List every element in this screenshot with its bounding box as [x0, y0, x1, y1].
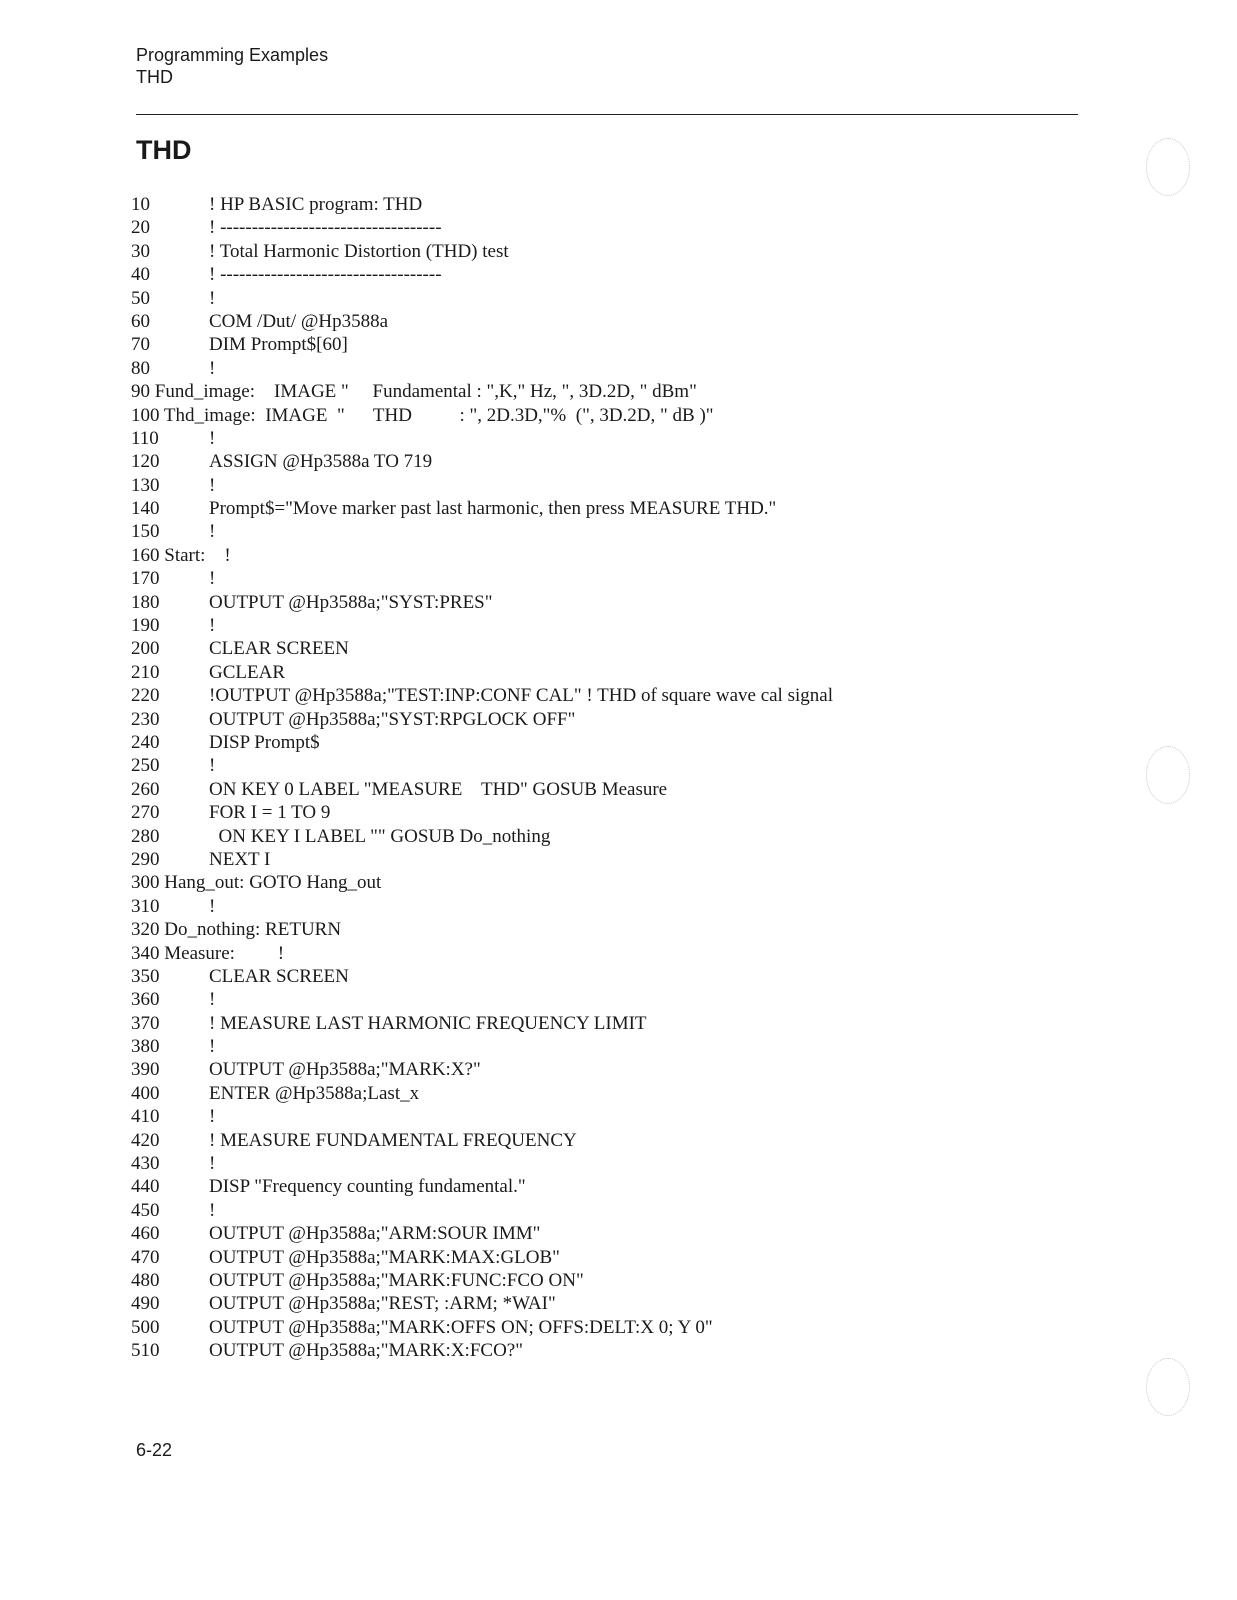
code-line	[131, 1129, 1091, 1152]
line-number: 290	[131, 848, 160, 870]
code-text: !	[209, 615, 216, 637]
code-text: 100 Thd_image: IMAGE " THD : ", 2D.3D,"% (", 3D.2D, " dB )"	[131, 404, 714, 426]
code-line	[131, 591, 1091, 614]
code-text: OUTPUT @Hp3588a;"MARK:OFFS ON; OFFS:DELT:X 0; Y 0"	[209, 1316, 713, 1338]
code-line	[131, 310, 1091, 333]
code-text: ! MEASURE FUNDAMENTAL FREQUENCY	[209, 1129, 577, 1151]
code-line	[131, 333, 1091, 356]
code-line	[131, 427, 1091, 450]
line-number: 220	[131, 685, 160, 707]
code-line	[131, 287, 1091, 310]
line-number: 260	[131, 778, 160, 800]
code-text: !	[209, 989, 216, 1011]
code-line	[131, 1199, 1091, 1222]
code-line	[131, 1012, 1091, 1035]
section-title: THD	[136, 135, 192, 165]
code-text: DISP "Frequency counting fundamental."	[209, 1176, 526, 1198]
code-text: OUTPUT @Hp3588a;"SYST:PRES"	[209, 591, 493, 613]
line-number: 20	[131, 217, 150, 239]
line-number: 230	[131, 708, 160, 730]
code-line	[131, 1339, 1091, 1362]
line-number: 510	[131, 1340, 160, 1362]
code-line	[131, 708, 1091, 731]
code-text: OUTPUT @Hp3588a;"ARM:SOUR IMM"	[209, 1223, 541, 1245]
line-number: 190	[131, 615, 160, 637]
code-text: DIM Prompt$[60]	[209, 334, 348, 356]
code-line	[131, 1222, 1091, 1245]
line-number: 150	[131, 521, 160, 543]
code-text: Prompt$="Move marker past last harmonic, then press MEASURE THD."	[209, 498, 777, 520]
code-line	[131, 520, 1091, 543]
line-number: 480	[131, 1269, 160, 1291]
code-line	[131, 848, 1091, 871]
header-rule	[136, 114, 1078, 115]
header-section: THD	[136, 67, 173, 87]
code-text: COM /Dut/ @Hp3588a	[209, 310, 388, 332]
code-text: OUTPUT @Hp3588a;"MARK:X:FCO?"	[209, 1340, 523, 1362]
code-line	[131, 193, 1091, 216]
code-line	[131, 216, 1091, 239]
code-line	[131, 801, 1091, 824]
code-text: CLEAR SCREEN	[209, 965, 349, 987]
code-text: !	[209, 1036, 216, 1058]
running-header	[136, 44, 328, 88]
code-line	[131, 1246, 1091, 1269]
code-text: OUTPUT @Hp3588a;"REST; :ARM; *WAI"	[209, 1293, 556, 1315]
code-text: !	[209, 895, 216, 917]
line-number: 460	[131, 1223, 160, 1245]
binder-hole-middle	[1146, 746, 1190, 804]
code-line	[131, 1269, 1091, 1292]
line-number: 420	[131, 1129, 160, 1151]
line-number: 40	[131, 264, 150, 286]
line-number: 400	[131, 1082, 160, 1104]
code-text: FOR I = 1 TO 9	[209, 802, 331, 824]
code-text: 340 Measure: !	[131, 942, 285, 964]
code-line	[131, 637, 1091, 660]
code-line	[131, 1292, 1091, 1315]
code-line	[131, 965, 1091, 988]
line-number: 410	[131, 1106, 160, 1128]
code-line	[131, 1152, 1091, 1175]
code-text: NEXT I	[209, 848, 271, 870]
code-line	[131, 380, 1091, 403]
code-line	[131, 988, 1091, 1011]
code-text: !	[209, 474, 216, 496]
code-line	[131, 661, 1091, 684]
code-text: 160 Start: !	[131, 544, 231, 566]
code-line	[131, 1058, 1091, 1081]
code-listing	[131, 193, 1091, 1363]
code-line	[131, 357, 1091, 380]
code-line	[131, 778, 1091, 801]
code-text: DISP Prompt$	[209, 731, 320, 753]
line-number: 110	[131, 427, 159, 449]
code-text: ! Total Harmonic Distortion (THD) test	[209, 240, 509, 262]
code-text: 320 Do_nothing: RETURN	[131, 919, 342, 941]
code-text: OUTPUT @Hp3588a;"MARK:MAX:GLOB"	[209, 1246, 560, 1268]
line-number: 130	[131, 474, 160, 496]
code-text: !OUTPUT @Hp3588a;"TEST:INP:CONF CAL" ! THD of square wave cal signal	[209, 685, 833, 707]
line-number: 270	[131, 802, 160, 824]
code-line	[131, 918, 1091, 941]
code-text: OUTPUT @Hp3588a;"SYST:RPGLOCK OFF"	[209, 708, 576, 730]
line-number: 430	[131, 1153, 160, 1175]
code-text: ON KEY I LABEL "" GOSUB Do_nothing	[209, 825, 551, 847]
line-number: 490	[131, 1293, 160, 1315]
code-line	[131, 614, 1091, 637]
code-text: OUTPUT @Hp3588a;"MARK:X?"	[209, 1059, 481, 1081]
code-text: !	[209, 427, 216, 449]
code-text: !	[209, 1106, 216, 1128]
code-text: ! -----------------------------------	[209, 217, 442, 239]
code-line	[131, 1035, 1091, 1058]
code-line	[131, 1316, 1091, 1339]
code-line	[131, 450, 1091, 473]
code-text: !	[209, 755, 216, 777]
code-line	[131, 754, 1091, 777]
code-text: ASSIGN @Hp3588a TO 719	[209, 451, 433, 473]
line-number: 350	[131, 965, 160, 987]
code-text: !	[209, 287, 216, 309]
line-number: 170	[131, 568, 160, 590]
code-line	[131, 1082, 1091, 1105]
line-number: 120	[131, 451, 160, 473]
line-number: 310	[131, 895, 160, 917]
code-line	[131, 825, 1091, 848]
line-number: 70	[131, 334, 150, 356]
line-number: 60	[131, 310, 150, 332]
line-number: 210	[131, 661, 160, 683]
line-number: 50	[131, 287, 150, 309]
line-number: 10	[131, 194, 150, 215]
code-text: !	[209, 521, 216, 543]
binder-hole-top	[1146, 138, 1190, 196]
binder-hole-bottom	[1146, 1358, 1190, 1416]
code-text: ! MEASURE LAST HARMONIC FREQUENCY LIMIT	[209, 1012, 647, 1034]
line-number: 240	[131, 731, 160, 753]
code-line	[131, 895, 1091, 918]
line-number: 380	[131, 1036, 160, 1058]
line-number: 370	[131, 1012, 160, 1034]
code-text: ! -----------------------------------	[209, 264, 442, 286]
code-text: ENTER @Hp3588a;Last_x	[209, 1082, 420, 1104]
page-number: 6-22	[136, 1440, 173, 1460]
code-text: ! HP BASIC program: THD	[209, 194, 423, 215]
line-number: 30	[131, 240, 150, 262]
code-line	[131, 684, 1091, 707]
code-line	[131, 731, 1091, 754]
code-line	[131, 871, 1091, 894]
code-line	[131, 1175, 1091, 1198]
code-line	[131, 474, 1091, 497]
code-line	[131, 263, 1091, 286]
code-line	[131, 567, 1091, 590]
code-text: !	[209, 357, 216, 379]
line-number: 360	[131, 989, 160, 1011]
line-number: 180	[131, 591, 160, 613]
code-line	[131, 240, 1091, 263]
line-number: 250	[131, 755, 160, 777]
code-text: !	[209, 1153, 216, 1175]
code-line	[131, 497, 1091, 520]
code-text: !	[209, 568, 216, 590]
code-text: !	[209, 1199, 216, 1221]
line-number: 390	[131, 1059, 160, 1081]
line-number: 440	[131, 1176, 160, 1198]
header-chapter: Programming Examples	[136, 45, 329, 65]
code-text: 90 Fund_image: IMAGE " Fundamental : ",K," Hz, ", 3D.2D, " dBm"	[131, 381, 697, 403]
line-number: 200	[131, 638, 160, 660]
code-line	[131, 1105, 1091, 1128]
line-number: 500	[131, 1316, 160, 1338]
code-text: 300 Hang_out: GOTO Hang_out	[131, 872, 382, 894]
code-text: CLEAR SCREEN	[209, 638, 349, 660]
code-line	[131, 404, 1091, 427]
code-text: ON KEY 0 LABEL "MEASURE THD" GOSUB Measure	[209, 778, 668, 800]
code-line	[131, 544, 1091, 567]
line-number: 450	[131, 1199, 160, 1221]
code-text: OUTPUT @Hp3588a;"MARK:FUNC:FCO ON"	[209, 1269, 584, 1291]
code-line	[131, 942, 1091, 965]
line-number: 470	[131, 1246, 160, 1268]
line-number: 80	[131, 357, 150, 379]
line-number: 280	[131, 825, 160, 847]
line-number: 140	[131, 498, 160, 520]
code-text: GCLEAR	[209, 661, 285, 683]
